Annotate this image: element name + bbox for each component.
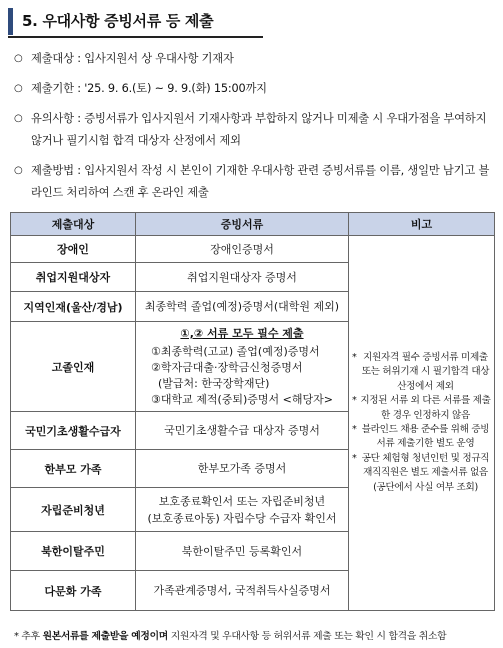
header-target: 제출대상 [11, 213, 136, 236]
row-document [136, 488, 349, 532]
table-row [11, 236, 495, 263]
document-line: ③대학교 제적(중퇴)증명서 <해당자> [150, 393, 333, 406]
bullet-text: 제출기한 : '25. 9. 6.(토) ~ 9. 9.(화) 15:00까지 [31, 82, 267, 95]
bullet-deadline [14, 78, 494, 100]
row-target: 지역인재(울산/경남) [11, 292, 136, 322]
remark-item: * 지원자격 필수 증빙서류 미제출 또는 허위기재 시 필기합격 대상 산정에서 제외 [352, 351, 490, 392]
row-document: 한부모가족 증명서 [136, 450, 349, 488]
row-target: 장애인 [11, 236, 136, 263]
header-documents: 증빙서류 [136, 213, 349, 236]
row-target: 북한이탈주민 [11, 532, 136, 571]
asterisk-icon: * [352, 452, 357, 464]
row-document: 북한이탈주민 등록확인서 [136, 532, 349, 571]
row-target: 국민기초생활수급자 [11, 412, 136, 450]
document-line: ②학자금대출·장학금신청증명서 [150, 361, 303, 374]
row-target: 고졸인재 [11, 322, 136, 412]
row-document [136, 322, 349, 412]
circle-bullet-icon: ○ [14, 113, 23, 124]
bullet-list [14, 48, 494, 204]
remark-item: * 지정된 서류 외 다른 서류를 제출한 경우 인정하지 않음 [352, 395, 491, 421]
asterisk-icon: * [352, 395, 357, 407]
section-title-block [8, 8, 263, 35]
table-header-row [11, 213, 495, 236]
circle-bullet-icon: ○ [14, 165, 23, 176]
bullet-method [14, 160, 494, 204]
remark-item: * 공단 체험형 청년인턴 및 정규직 재직직원은 별도 제출서류 없음 (공단에서 사실 여부 조회) [352, 452, 490, 493]
row-document: 최종학력 졸업(예정)증명서(대학원 제외) [136, 292, 349, 322]
title-accent-bar [8, 8, 13, 35]
bullet-text: 제출방법 : 입사지원서 작성 시 본인이 기재한 우대사항 관련 증빙서류를 이름, 생일만 남기고 블라인드 처리하여 스캔 후 온라인 제출 [31, 164, 490, 199]
document-line: (보호종료아동) 자립수당 수급자 확인서 [147, 511, 337, 525]
circle-bullet-icon: ○ [14, 83, 23, 94]
row-target: 한부모 가족 [11, 450, 136, 488]
document-line: 보호종료확인서 또는 자립준비청년 [158, 494, 326, 508]
bullet-text: 유의사항 : 증빙서류가 입사지원서 기재사항과 부합하지 않거나 미제출 시 우대가점을 부여하지 않거나 필기시험 합격 대상자 산정에서 제외 [31, 112, 487, 147]
header-remarks: 비고 [349, 213, 495, 236]
bullet-caution [14, 108, 494, 152]
section-title: 5. 우대사항 증빙서류 등 제출 [22, 12, 214, 30]
document-line: ①최종학력(고교) 졸업(예정)증명서 [150, 345, 320, 358]
row-document: 국민기초생활수급 대상자 증명서 [136, 412, 349, 450]
row-document: 장애인증명서 [136, 236, 349, 263]
remarks-cell [349, 236, 495, 611]
asterisk-icon: * [352, 351, 357, 363]
footer-bold: 원본서류를 제출받을 예정이며 [42, 631, 168, 642]
row-target: 다문화 가족 [11, 571, 136, 611]
document-list [151, 344, 333, 408]
footer-prefix: * 추후 [14, 631, 43, 642]
circle-bullet-icon: ○ [14, 53, 23, 64]
remark-item: * 블라인드 채용 준수를 위해 증빙서류 제출기한 별도 운영 [352, 424, 490, 450]
required-note: ①,② 서류 모두 필수 제출 [180, 327, 304, 340]
row-target: 자립준비청년 [11, 488, 136, 532]
row-document: 가족관계증명서, 국적취득사실증명서 [136, 571, 349, 611]
title-underline [8, 36, 263, 38]
row-document: 취업지원대상자 증명서 [136, 263, 349, 292]
footer-note [14, 628, 498, 642]
document-line: (발급처: 한국장학재단) [150, 377, 270, 390]
row-target: 취업지원대상자 [11, 263, 136, 292]
asterisk-icon: * [352, 424, 357, 435]
bullet-target [14, 48, 494, 70]
document-requirements-table [10, 212, 495, 611]
footer-suffix: 지원자격 및 우대사항 등 허위서류 제출 또는 확인 시 합격을 취소함 [167, 631, 447, 642]
bullet-text: 제출대상 : 입사지원서 상 우대사항 기재자 [31, 52, 234, 65]
